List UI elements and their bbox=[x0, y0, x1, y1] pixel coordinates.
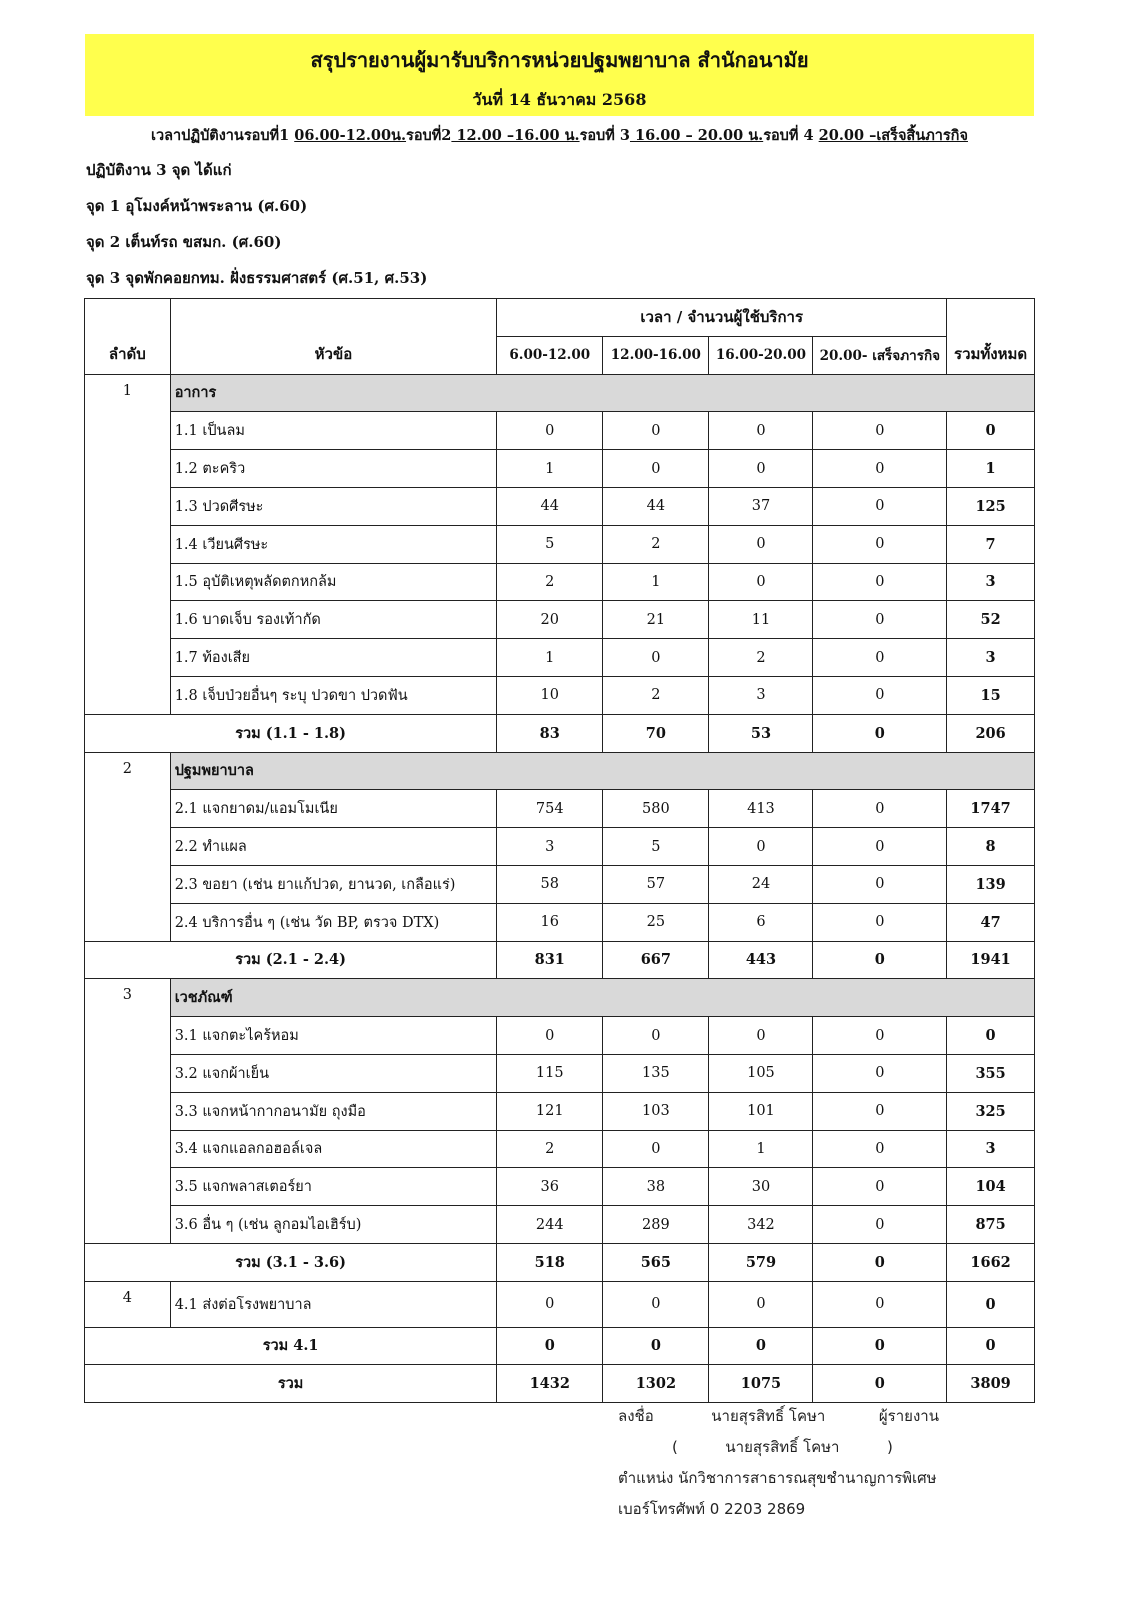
header-shift-2: 12.00-16.00 bbox=[603, 336, 709, 374]
cell-value: 105 bbox=[709, 1054, 813, 1092]
row-label: 3.1 แจกตะไคร้หอม bbox=[170, 1017, 497, 1055]
cell-value: 0 bbox=[709, 450, 813, 488]
section-title: เวชภัณฑ์ bbox=[170, 979, 1034, 1017]
cell-value: 1 bbox=[497, 450, 603, 488]
cell-value: 36 bbox=[497, 1168, 603, 1206]
shift-times-line bbox=[85, 124, 1034, 147]
cell-value: 244 bbox=[497, 1206, 603, 1244]
cell-value: 44 bbox=[497, 487, 603, 525]
section-row bbox=[85, 752, 1035, 790]
cell-value: 0 bbox=[709, 1017, 813, 1055]
cell-value: 0 bbox=[813, 525, 947, 563]
subtotal-value: 0 bbox=[603, 1327, 709, 1365]
section-row bbox=[85, 979, 1035, 1017]
subtotal-total: 0 bbox=[947, 1327, 1035, 1365]
subtotal-value: 443 bbox=[709, 941, 813, 979]
row-total: 125 bbox=[947, 487, 1035, 525]
subtotal-value: 0 bbox=[813, 941, 947, 979]
section-title: ปฐมพยาบาล bbox=[170, 752, 1034, 790]
row-label: 1.8 เจ็บป่วยอื่นๆ ระบุ ปวดขา ปวดฟัน bbox=[170, 676, 497, 714]
row-total: 104 bbox=[947, 1168, 1035, 1206]
row-label: 1.6 บาดเจ็บ รองเท้ากัด bbox=[170, 601, 497, 639]
section-title: อาการ bbox=[170, 374, 1034, 412]
table-row bbox=[85, 1017, 1035, 1055]
table-row bbox=[85, 676, 1035, 714]
cell-value: 0 bbox=[709, 563, 813, 601]
section-row bbox=[85, 374, 1035, 412]
table-row bbox=[85, 828, 1035, 866]
signer-position: ตำแหน่ง นักวิชาการสาธารณสุขชำนาญการพิเศษ bbox=[618, 1469, 937, 1487]
cell-value: 0 bbox=[813, 790, 947, 828]
cell-value: 44 bbox=[603, 487, 709, 525]
cell-value: 3 bbox=[709, 676, 813, 714]
info-line-point-2: จุด 2 เต็นท์รถ ขสมก. (ศ.60) bbox=[86, 233, 282, 251]
row-total: 8 bbox=[947, 828, 1035, 866]
header-time-group: เวลา / จำนวนผู้ใช้บริการ bbox=[497, 299, 947, 337]
row-label: 1.4 เวียนศีรษะ bbox=[170, 525, 497, 563]
paren-open: ( bbox=[672, 1438, 678, 1456]
grand-total-label: รวม bbox=[85, 1365, 497, 1403]
row-total: 0 bbox=[947, 412, 1035, 450]
row-total: 3 bbox=[947, 563, 1035, 601]
cell-value: 0 bbox=[813, 450, 947, 488]
subtotal-value: 0 bbox=[497, 1327, 603, 1365]
info-line-point-3: จุด 3 จุดพักคอยกทม. ฝั่งธรรมศาสตร์ (ศ.51, ศ.53) bbox=[86, 269, 428, 287]
subtotal-label: รวม (2.1 - 2.4) bbox=[85, 941, 497, 979]
cell-value: 5 bbox=[497, 525, 603, 563]
row-total: 0 bbox=[947, 1017, 1035, 1055]
info-line-point-1: จุด 1 อุโมงค์หน้าพระลาน (ศ.60) bbox=[86, 197, 308, 215]
sign-label: ลงชื่อ bbox=[618, 1407, 654, 1425]
row-total: 355 bbox=[947, 1054, 1035, 1092]
row-label: 2.2 ทำแผล bbox=[170, 828, 497, 866]
signature-line bbox=[618, 1404, 939, 1428]
table-row bbox=[85, 525, 1035, 563]
grand-total-value: 0 bbox=[813, 1365, 947, 1403]
grand-total-value: 1075 bbox=[709, 1365, 813, 1403]
cell-value: 6 bbox=[709, 903, 813, 941]
cell-value: 30 bbox=[709, 1168, 813, 1206]
cell-value: 0 bbox=[813, 1206, 947, 1244]
header-order: ลำดับ bbox=[85, 299, 171, 375]
subtotal-row bbox=[85, 1327, 1035, 1365]
row-label: 3.2 แจกผ้าเย็น bbox=[170, 1054, 497, 1092]
cell-value: 0 bbox=[497, 1281, 603, 1327]
table-row bbox=[85, 639, 1035, 677]
grand-total-row bbox=[85, 1365, 1035, 1403]
cell-value: 1 bbox=[709, 1130, 813, 1168]
cell-value: 580 bbox=[603, 790, 709, 828]
cell-value: 3 bbox=[497, 828, 603, 866]
subtotal-total: 206 bbox=[947, 714, 1035, 752]
cell-value: 0 bbox=[813, 563, 947, 601]
cell-value: 0 bbox=[603, 450, 709, 488]
shift-seg-4: 12.00 –16.00 น. bbox=[451, 127, 580, 144]
cell-value: 0 bbox=[603, 1281, 709, 1327]
signer-name: นายสุรสิทธิ์ โคษา bbox=[711, 1407, 826, 1425]
row-label: 3.4 แจกแอลกอฮอล์เจล bbox=[170, 1130, 497, 1168]
row-total: 1 bbox=[947, 450, 1035, 488]
cell-value: 0 bbox=[813, 601, 947, 639]
table-body bbox=[85, 374, 1035, 1403]
header-shift-3: 16.00-20.00 bbox=[709, 336, 813, 374]
subtotal-value: 0 bbox=[813, 1327, 947, 1365]
cell-value: 0 bbox=[813, 1130, 947, 1168]
cell-value: 0 bbox=[813, 1168, 947, 1206]
cell-value: 121 bbox=[497, 1092, 603, 1130]
table-row bbox=[85, 1281, 1035, 1327]
shift-seg-1: เวลาปฏิบัติงานรอบที่1 bbox=[151, 127, 295, 144]
cell-value: 0 bbox=[813, 828, 947, 866]
section-number: 1 bbox=[85, 374, 171, 714]
shift-seg-5: รอบที่ 3 bbox=[579, 127, 630, 144]
cell-value: 24 bbox=[709, 865, 813, 903]
row-label: 1.5 อุบัติเหตุพลัดตกหกล้ม bbox=[170, 563, 497, 601]
row-total: 325 bbox=[947, 1092, 1035, 1130]
subtotal-label: รวม 4.1 bbox=[85, 1327, 497, 1365]
shift-seg-6: 16.00 – 20.00 น. bbox=[629, 127, 764, 144]
cell-value: 0 bbox=[603, 412, 709, 450]
table-row bbox=[85, 412, 1035, 450]
table-row bbox=[85, 487, 1035, 525]
table-row bbox=[85, 450, 1035, 488]
row-label: 2.4 บริการอื่น ๆ (เช่น วัด BP, ตรวจ DTX) bbox=[170, 903, 497, 941]
cell-value: 103 bbox=[603, 1092, 709, 1130]
row-label: 4.1 ส่งต่อโรงพยาบาล bbox=[170, 1281, 497, 1327]
cell-value: 0 bbox=[603, 639, 709, 677]
table-row bbox=[85, 1092, 1035, 1130]
row-total: 52 bbox=[947, 601, 1035, 639]
report-title: สรุปรายงานผู้มารับบริการหน่วยปฐมพยาบาล สำนักอนามัย bbox=[310, 48, 809, 72]
cell-value: 0 bbox=[709, 1281, 813, 1327]
cell-value: 2 bbox=[497, 1130, 603, 1168]
paren-name: นายสุรสิทธิ์ โคษา bbox=[725, 1438, 840, 1456]
subtotal-value: 565 bbox=[603, 1243, 709, 1281]
cell-value: 20 bbox=[497, 601, 603, 639]
cell-value: 0 bbox=[497, 412, 603, 450]
table-row bbox=[85, 1168, 1035, 1206]
cell-value: 289 bbox=[603, 1206, 709, 1244]
cell-value: 0 bbox=[813, 676, 947, 714]
row-label: 1.3 ปวดศีรษะ bbox=[170, 487, 497, 525]
header-shift-1: 6.00-12.00 bbox=[497, 336, 603, 374]
cell-value: 101 bbox=[709, 1092, 813, 1130]
shift-seg-8: 20.00 –เสร็จสิ้นภารกิจ bbox=[818, 127, 968, 144]
row-label: 3.6 อื่น ๆ (เช่น ลูกอมไอเฮิร์บ) bbox=[170, 1206, 497, 1244]
grand-total-value: 1302 bbox=[603, 1365, 709, 1403]
cell-value: 58 bbox=[497, 865, 603, 903]
cell-value: 5 bbox=[603, 828, 709, 866]
cell-value: 135 bbox=[603, 1054, 709, 1092]
table-header bbox=[85, 299, 1035, 375]
cell-value: 16 bbox=[497, 903, 603, 941]
table-row bbox=[85, 1130, 1035, 1168]
row-total: 7 bbox=[947, 525, 1035, 563]
signer-name-parenthesized bbox=[672, 1435, 893, 1459]
table-row bbox=[85, 601, 1035, 639]
signer-phone: เบอร์โทรศัพท์ 0 2203 2869 bbox=[618, 1500, 806, 1518]
header-topic: หัวข้อ bbox=[170, 299, 497, 375]
subtotal-row bbox=[85, 1243, 1035, 1281]
cell-value: 0 bbox=[603, 1130, 709, 1168]
cell-value: 0 bbox=[709, 525, 813, 563]
row-label: 2.3 ขอยา (เช่น ยาแก้ปวด, ยานวด, เกลือแร่) bbox=[170, 865, 497, 903]
row-total: 47 bbox=[947, 903, 1035, 941]
grand-total-value: 1432 bbox=[497, 1365, 603, 1403]
row-total: 139 bbox=[947, 865, 1035, 903]
cell-value: 115 bbox=[497, 1054, 603, 1092]
service-table bbox=[84, 298, 1035, 1403]
cell-value: 413 bbox=[709, 790, 813, 828]
cell-value: 2 bbox=[709, 639, 813, 677]
cell-value: 0 bbox=[497, 1017, 603, 1055]
subtotal-label: รวม (3.1 - 3.6) bbox=[85, 1243, 497, 1281]
cell-value: 37 bbox=[709, 487, 813, 525]
cell-value: 0 bbox=[813, 1092, 947, 1130]
subtotal-value: 53 bbox=[709, 714, 813, 752]
info-line-points: ปฏิบัติงาน 3 จุด ได้แก่ bbox=[86, 161, 232, 179]
subtotal-value: 667 bbox=[603, 941, 709, 979]
subtotal-value: 0 bbox=[709, 1327, 813, 1365]
row-total: 0 bbox=[947, 1281, 1035, 1327]
section-number: 3 bbox=[85, 979, 171, 1244]
subtotal-value: 83 bbox=[497, 714, 603, 752]
section-number: 4 bbox=[85, 1281, 171, 1327]
subtotal-value: 70 bbox=[603, 714, 709, 752]
grand-total-total: 3809 bbox=[947, 1365, 1035, 1403]
cell-value: 0 bbox=[813, 1281, 947, 1327]
cell-value: 0 bbox=[709, 828, 813, 866]
row-label: 2.1 แจกยาดม/แอมโมเนีย bbox=[170, 790, 497, 828]
cell-value: 2 bbox=[497, 563, 603, 601]
title-banner bbox=[85, 34, 1034, 116]
shift-seg-7: รอบที่ 4 bbox=[763, 127, 819, 144]
cell-value: 0 bbox=[813, 487, 947, 525]
cell-value: 38 bbox=[603, 1168, 709, 1206]
cell-value: 0 bbox=[813, 865, 947, 903]
cell-value: 2 bbox=[603, 525, 709, 563]
table-row bbox=[85, 790, 1035, 828]
cell-value: 21 bbox=[603, 601, 709, 639]
row-label: 1.7 ท้องเสีย bbox=[170, 639, 497, 677]
subtotal-value: 518 bbox=[497, 1243, 603, 1281]
cell-value: 1 bbox=[497, 639, 603, 677]
section-number: 2 bbox=[85, 752, 171, 941]
subtotal-total: 1941 bbox=[947, 941, 1035, 979]
row-total: 875 bbox=[947, 1206, 1035, 1244]
header-shift-4: 20.00- เสร็จภารกิจ bbox=[813, 336, 947, 374]
table-row bbox=[85, 1206, 1035, 1244]
subtotal-value: 579 bbox=[709, 1243, 813, 1281]
subtotal-value: 0 bbox=[813, 1243, 947, 1281]
subtotal-row bbox=[85, 941, 1035, 979]
cell-value: 0 bbox=[709, 412, 813, 450]
row-total: 3 bbox=[947, 1130, 1035, 1168]
cell-value: 342 bbox=[709, 1206, 813, 1244]
table-row bbox=[85, 903, 1035, 941]
signer-role: ผู้รายงาน bbox=[878, 1407, 939, 1425]
cell-value: 57 bbox=[603, 865, 709, 903]
subtotal-label: รวม (1.1 - 1.8) bbox=[85, 714, 497, 752]
row-label: 3.5 แจกพลาสเตอร์ยา bbox=[170, 1168, 497, 1206]
cell-value: 0 bbox=[813, 412, 947, 450]
subtotal-row bbox=[85, 714, 1035, 752]
subtotal-total: 1662 bbox=[947, 1243, 1035, 1281]
subtotal-value: 831 bbox=[497, 941, 603, 979]
cell-value: 0 bbox=[813, 639, 947, 677]
table-row bbox=[85, 563, 1035, 601]
cell-value: 0 bbox=[603, 1017, 709, 1055]
paren-close: ) bbox=[887, 1438, 893, 1456]
cell-value: 10 bbox=[497, 676, 603, 714]
row-total: 1747 bbox=[947, 790, 1035, 828]
cell-value: 1 bbox=[603, 563, 709, 601]
cell-value: 754 bbox=[497, 790, 603, 828]
cell-value: 0 bbox=[813, 1054, 947, 1092]
shift-seg-3: รอบที่2 bbox=[406, 127, 452, 144]
row-total: 15 bbox=[947, 676, 1035, 714]
cell-value: 11 bbox=[709, 601, 813, 639]
table-row bbox=[85, 865, 1035, 903]
header-total: รวมทั้งหมด bbox=[947, 299, 1035, 375]
row-label: 1.2 ตะคริว bbox=[170, 450, 497, 488]
table-row bbox=[85, 1054, 1035, 1092]
cell-value: 2 bbox=[603, 676, 709, 714]
cell-value: 0 bbox=[813, 903, 947, 941]
shift-seg-2: 06.00-12.00น. bbox=[294, 127, 407, 144]
report-date: วันที่ 14 ธันวาคม 2568 bbox=[472, 90, 647, 109]
cell-value: 0 bbox=[813, 1017, 947, 1055]
cell-value: 25 bbox=[603, 903, 709, 941]
row-label: 1.1 เป็นลม bbox=[170, 412, 497, 450]
row-label: 3.3 แจกหน้ากากอนามัย ถุงมือ bbox=[170, 1092, 497, 1130]
subtotal-value: 0 bbox=[813, 714, 947, 752]
row-total: 3 bbox=[947, 639, 1035, 677]
